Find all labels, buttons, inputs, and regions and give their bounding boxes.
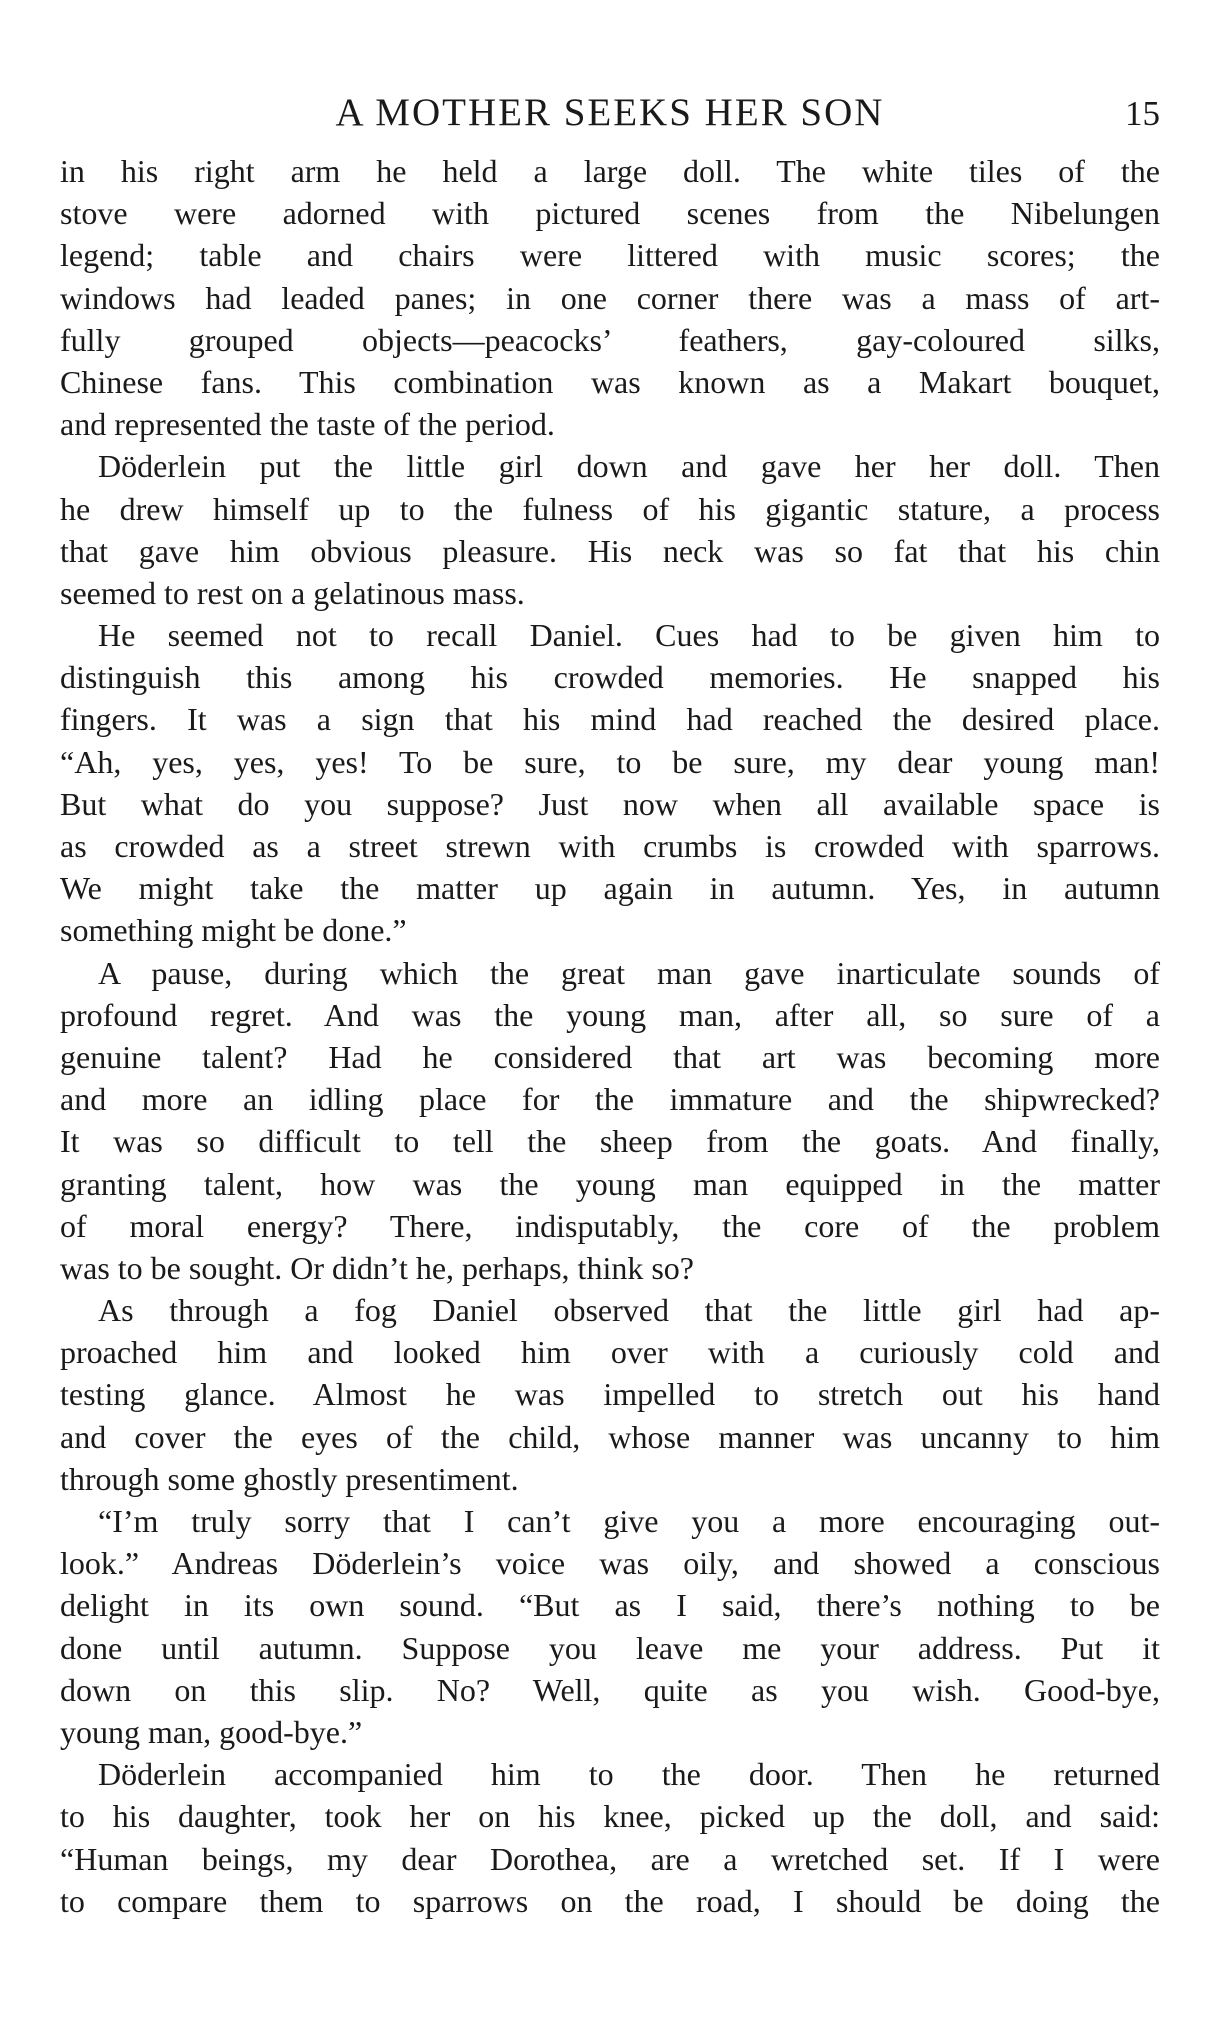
- body-text: [60, 150, 1160, 1922]
- text-line: look.” Andreas Döderlein’s voice was oily, and showed a conscious: [60, 1545, 1160, 1582]
- text-line: to compare them to sparrows on the road, I should be doing the: [60, 1882, 1160, 1919]
- page-title: A MOTHER SEEKS HER SON: [335, 91, 885, 134]
- paragraph: [60, 150, 1160, 445]
- text-line: Chinese fans. This combination was known as a Makart bouquet,: [60, 363, 1160, 400]
- text-line: Döderlein accompanied him to the door. Then he returned: [98, 1756, 1160, 1793]
- text-line: delight in its own sound. “But as I said, there’s nothing to be: [60, 1587, 1160, 1624]
- text-line: A pause, during which the great man gave inarticulate sounds of: [98, 954, 1160, 991]
- paragraph: [60, 1500, 1160, 1753]
- paragraph: [60, 614, 1160, 952]
- text-line: But what do you suppose? Just now when all available space is: [60, 785, 1160, 822]
- text-line: genuine talent? Had he considered that art was becoming more: [60, 1038, 1160, 1075]
- text-line: he drew himself up to the fulness of his gigantic stature, a process: [60, 490, 1160, 527]
- text-line: We might take the matter up again in autumn. Yes, in autumn: [60, 870, 1160, 907]
- text-line: proached him and looked him over with a curiously cold and: [60, 1334, 1160, 1371]
- text-line: granting talent, how was the young man equipped in the matter: [60, 1165, 1160, 1202]
- text-line: to his daughter, took her on his knee, picked up the doll, and said:: [60, 1798, 1160, 1835]
- text-line: windows had leaded panes; in one corner there was a mass of art-: [60, 279, 1160, 316]
- text-line: fingers. It was a sign that his mind had reached the desired place.: [60, 701, 1160, 738]
- text-line: testing glance. Almost he was impelled to stretch out his hand: [60, 1376, 1160, 1413]
- text-line: something might be done.”: [60, 912, 407, 949]
- text-line: distinguish this among his crowded memories. He snapped his: [60, 659, 1160, 696]
- text-line: in his right arm he held a large doll. The white tiles of the: [60, 153, 1160, 189]
- text-line: “Human beings, my dear Dorothea, are a wretched set. If I were: [60, 1840, 1160, 1877]
- text-line: as crowded as a street strewn with crumbs is crowded with sparrows.: [60, 828, 1160, 864]
- paragraph: [60, 1289, 1160, 1500]
- text-line: stove were adorned with pictured scenes from the Nibelungen: [60, 195, 1160, 232]
- book-page: [60, 90, 1160, 1922]
- text-line: down on this slip. No? Well, quite as you wish. Good-bye,: [60, 1671, 1160, 1708]
- text-line: done until autumn. Suppose you leave me your address. Put it: [60, 1629, 1160, 1666]
- text-line: seemed to rest on a gelatinous mass.: [60, 574, 525, 611]
- text-line: and more an idling place for the immature and the shipwrecked?: [60, 1081, 1160, 1118]
- text-line: legend; table and chairs were littered with music scores; the: [60, 237, 1160, 274]
- text-line: and cover the eyes of the child, whose manner was uncanny to him: [60, 1418, 1160, 1455]
- text-line: that gave him obvious pleasure. His neck was so fat that his chin: [60, 532, 1160, 569]
- paragraph: [60, 1753, 1160, 1922]
- text-line: “Ah, yes, yes, yes! To be sure, to be sure, my dear young man!: [60, 743, 1160, 780]
- text-line: and represented the taste of the period.: [60, 406, 555, 443]
- text-line: fully grouped objects—peacocks’ feathers, gay-coloured silks,: [60, 321, 1160, 358]
- text-line: He seemed not to recall Daniel. Cues had to be given him to: [98, 617, 1160, 654]
- paragraph: [60, 445, 1160, 614]
- running-head: [60, 90, 1160, 138]
- text-line: Döderlein put the little girl down and gave her her doll. Then: [98, 448, 1160, 485]
- text-line: through some ghostly presentiment.: [60, 1460, 519, 1497]
- text-line: was to be sought. Or didn’t he, perhaps, think so?: [60, 1249, 694, 1286]
- text-line: profound regret. And was the young man, after all, so sure of a: [60, 996, 1160, 1033]
- page-number: 15: [1125, 94, 1160, 133]
- text-line: “I’m truly sorry that I can’t give you a more encouraging out-: [98, 1503, 1160, 1539]
- text-line: young man, good-bye.”: [60, 1713, 363, 1750]
- paragraph: [60, 952, 1160, 1290]
- text-line: of moral energy? There, indisputably, the core of the problem: [60, 1207, 1160, 1244]
- text-line: As through a fog Daniel observed that the little girl had ap-: [98, 1292, 1160, 1329]
- text-line: It was so difficult to tell the sheep from the goats. And finally,: [60, 1123, 1160, 1160]
